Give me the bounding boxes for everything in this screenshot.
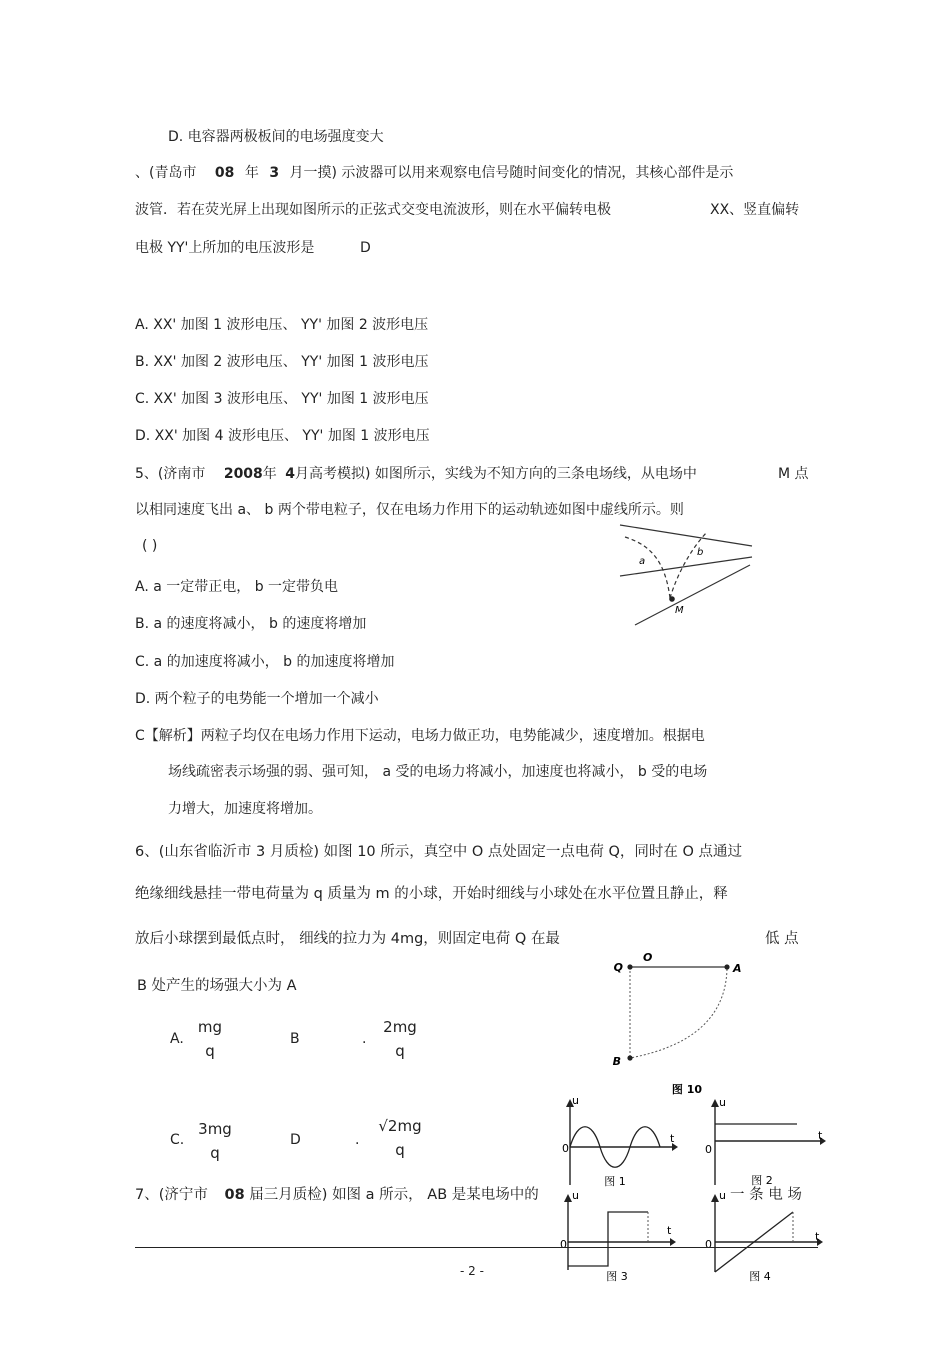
point-a [724, 964, 729, 969]
footer-rule [135, 1247, 818, 1248]
t-axis-arrow [670, 1238, 676, 1246]
q3-option-a: A. XX' 加图 1 波形电压、 YY' 加图 2 波形电压 [135, 317, 429, 333]
q3-option-d: D. XX' 加图 4 波形电压、 YY' 加图 1 波形电压 [135, 428, 430, 444]
q5-option-a: A. a 一定带正电， b 一定带负电 [135, 579, 339, 595]
graph-1-caption: 图 1 [604, 1175, 626, 1188]
q5-analysis-1: C【解析】两粒子均仅在电场力作用下运动，电场力做正功，电势能减少，速度增加。根据电 [135, 728, 705, 744]
q5-line1 [135, 465, 697, 483]
field-lines-figure [615, 520, 760, 630]
t-label: t [818, 1129, 823, 1142]
u-axis-arrow [711, 1194, 719, 1202]
q6-choice-d-den: q [395, 1141, 405, 1159]
label-a: a [639, 556, 646, 567]
origin-label: 0 [705, 1143, 712, 1156]
q6-line3a: 放后小球摆到最低点时， 细线的拉力为 4mg，则固定电荷 Q 在最 [135, 931, 560, 947]
q3-answer: D [360, 240, 371, 256]
q6-choice-a-den: q [205, 1042, 215, 1060]
origin-label: 0 [560, 1238, 567, 1251]
q5-nian: 年 [262, 466, 277, 482]
option-d-prev: D. 电容器两极板间的电场强度变大 [168, 129, 384, 145]
origin-label: 0 [562, 1142, 569, 1155]
q6-choice-a-num: mg [197, 1018, 223, 1036]
q7-line1-tail: 一 条 电 场 [730, 1187, 802, 1203]
q6-choice-c-den: q [210, 1144, 220, 1162]
q5-month: 4 [285, 466, 295, 482]
waveform-graph-4 [705, 1190, 830, 1285]
graph-3-caption: 图 3 [606, 1270, 628, 1283]
q7-year: 08 [224, 1187, 245, 1203]
q5-line2: 以相同速度飞出 a、 b 两个带电粒子，仅在电场力作用下的运动轨迹如图中虚线所示。则 [135, 502, 684, 518]
u-axis-arrow [564, 1194, 572, 1202]
q6-choice-b-num: 2mg [383, 1018, 417, 1036]
q5-option-b: B. a 的速度将减小， b 的速度将增加 [135, 616, 367, 632]
square-wave [568, 1212, 648, 1266]
q5-analysis-2: 场线疏密表示场强的弱、强可知， a 受的电场力将减小，加速度也将减小， b 受的电场 [168, 764, 708, 780]
q6-line2: 绝缘细线悬挂一带电荷量为 q 质量为 m 的小球，开始时细线与小球处在水平位置且静止，释 [135, 886, 728, 902]
q6-choice-b-dot: . [362, 1031, 367, 1047]
q3-line3a: 电极 YY'上所加的电压波形是 [135, 240, 315, 256]
q5-m-point: M 点 [778, 466, 809, 482]
q3-year: 08 [214, 165, 235, 181]
q6-choice-b-label: B [290, 1031, 300, 1047]
q7-head: 7、(济宁市 [135, 1187, 208, 1203]
q7-line1 [135, 1186, 539, 1204]
label-b: B [612, 1055, 621, 1068]
q6-choice-d-fraction [370, 1117, 430, 1159]
q5-head: 5、(济南市 [135, 466, 206, 482]
page-number: - 2 - [460, 1264, 484, 1278]
t-label: t [670, 1132, 675, 1145]
figure-10-caption: 图 10 [671, 1083, 703, 1096]
origin-label: 0 [705, 1238, 712, 1251]
label-m: M [675, 605, 684, 616]
q6-choice-d-dot: . [355, 1132, 360, 1148]
label-a: A [733, 962, 742, 975]
q3-month: 3 [269, 165, 280, 181]
q6-choice-a-fraction [190, 1018, 230, 1060]
trajectory-b [670, 532, 707, 598]
t-label: t [815, 1230, 820, 1243]
q3-line2a: 波管．若在荧光屏上出现如图所示的正弦式交变电流波形，则在水平偏转电极 [135, 202, 611, 218]
waveform-graph-2 [705, 1095, 830, 1190]
graph-4-caption: 图 4 [749, 1270, 771, 1283]
q5-analysis-3: 力增大，加速度将增加。 [168, 801, 322, 817]
q3-option-c: C. XX' 加图 3 波形电压、 YY' 加图 1 波形电压 [135, 391, 429, 407]
q6-line1: 6、(山东省临沂市 3 月质检) 如图 10 所示，真空中 O 点处固定一点电荷 Q，同时在 O 点通过 [135, 844, 743, 860]
figure-10 [612, 945, 765, 1100]
t-label: t [667, 1224, 672, 1237]
u-label: u [719, 1096, 726, 1109]
graph-2-caption: 图 2 [751, 1174, 773, 1187]
q6-choice-d-label: D [290, 1132, 301, 1148]
field-line-bottom [635, 565, 750, 625]
q5-rest: 月高考模拟) 如图所示，实线为不知方向的三条电场线，从电场中 [295, 466, 697, 482]
point-b [627, 1055, 632, 1060]
q3-nian: 年 [244, 165, 259, 181]
label-o: O [643, 951, 653, 964]
q6-choice-c-label: C. [170, 1132, 185, 1148]
u-label: u [572, 1189, 579, 1202]
q6-line3b: 低 点 [765, 931, 799, 947]
q5-option-c: C. a 的加速度将减小， b 的加速度将增加 [135, 654, 395, 670]
q5-year: 2008 [223, 466, 263, 482]
q3-line2b: XX、竖直偏转 [710, 202, 800, 218]
q5-paren: ( ) [142, 538, 158, 554]
q6-choice-b-den: q [395, 1042, 405, 1060]
q6-choice-c-num: 3mg [198, 1120, 232, 1138]
q7-rest: 届三月质检) 如图 a 所示， AB 是某电场中的 [249, 1187, 539, 1203]
label-b: b [697, 547, 704, 558]
u-axis-arrow [711, 1099, 719, 1107]
point-o [627, 964, 632, 969]
q3-line1 [135, 164, 733, 182]
trajectory-a [625, 537, 670, 598]
point-m [669, 596, 675, 602]
u-label: u [572, 1094, 579, 1107]
q3-rest: 月一摸) 示波器可以用来观察电信号随时间变化的情况，其核心部件是示 [289, 165, 734, 181]
swing-arc [630, 969, 727, 1058]
label-q: Q [613, 961, 623, 974]
q3-option-b: B. XX' 加图 2 波形电压、 YY' 加图 1 波形电压 [135, 354, 429, 370]
q6-choice-c-fraction [193, 1120, 237, 1162]
q6-choice-d-num: √2mg [378, 1117, 422, 1135]
q6-line4: B 处产生的场强大小为 A [137, 978, 297, 994]
q5-option-d: D. 两个粒子的电势能一个增加一个减小 [135, 691, 379, 707]
waveform-graph-3 [560, 1190, 680, 1285]
q3-head: 、(青岛市 [135, 165, 197, 181]
q6-choice-a-label: A. [170, 1031, 184, 1047]
q6-choice-b-fraction [378, 1018, 422, 1060]
u-label: u [719, 1189, 726, 1202]
waveform-graph-1 [560, 1095, 680, 1190]
